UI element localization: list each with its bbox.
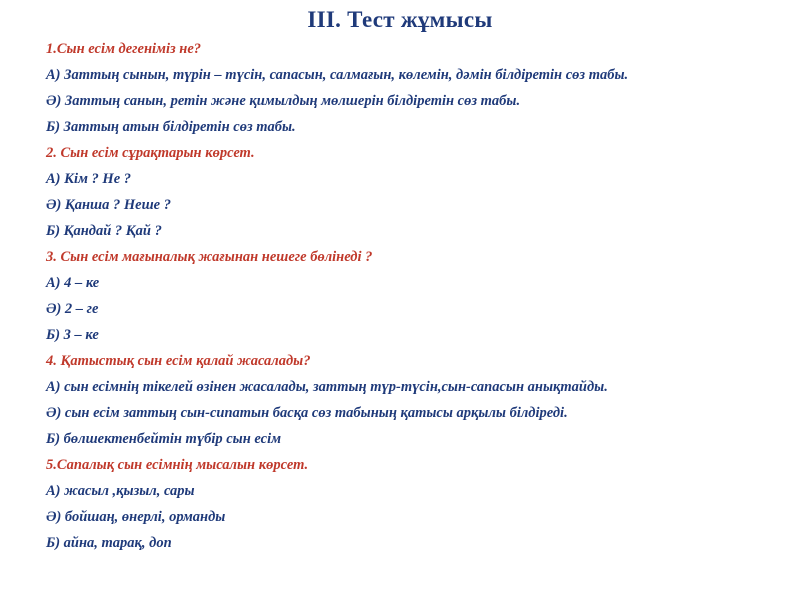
question-4-option-a: А) сын есімнің тікелей өзінен жасалады, заттың түр-түсін,сын-сапасын анықтайды. [46,379,608,395]
question-4: 4. Қатыстық сын есім қалай жасалады? [46,353,311,369]
test-questions-list [46,36,786,556]
question-1-option-b: Б) Заттың атын білдіретін сөз табы. [46,119,296,135]
question-2-option-a: А) Кім ? Не ? [46,171,132,187]
question-3: 3. Сын есім мағыналық жағынан нешеге бөлінеді ? [46,249,373,265]
question-3-option-b: Б) 3 – ке [46,327,99,343]
question-5-option-b: Б) айна, тарақ, доп [46,535,172,551]
question-1-option-ae: Ә) Заттың санын, ретін және қимылдың мөлшерін білдіретін сөз табы. [46,93,521,109]
question-4-option-ae: Ә) сын есім заттың сын-сипатын басқа сөз табының қатысы арқылы білдіреді. [46,405,568,421]
page-title: III. Тест жұмысы [307,7,493,32]
question-2-option-b: Б) Қандай ? Қай ? [46,223,162,239]
question-3-option-ae: Ә) 2 – ге [46,301,99,317]
question-4-option-b: Б) бөлшектенбейтін түбір сын есім [46,431,282,447]
question-5-option-a: А) жасыл ,қызыл, сары [46,483,195,499]
question-1: 1.Сын есім дегеніміз не? [46,41,202,57]
question-5-option-ae: Ә) бойшаң, өнерлі, орманды [46,509,226,525]
question-5: 5.Сапалық сын есімнің мысалын көрсет. [46,457,309,473]
question-3-option-a: А) 4 – ке [46,275,100,291]
question-2: 2. Сын есім сұрақтарын көрсет. [46,145,255,161]
question-2-option-ae: Ә) Қанша ? Неше ? [46,197,171,213]
question-1-option-a: А) Заттың сынын, түрін – түсін, сапасын, салмағын, көлемін, дәмін білдіретін сөз табы. [46,67,629,83]
